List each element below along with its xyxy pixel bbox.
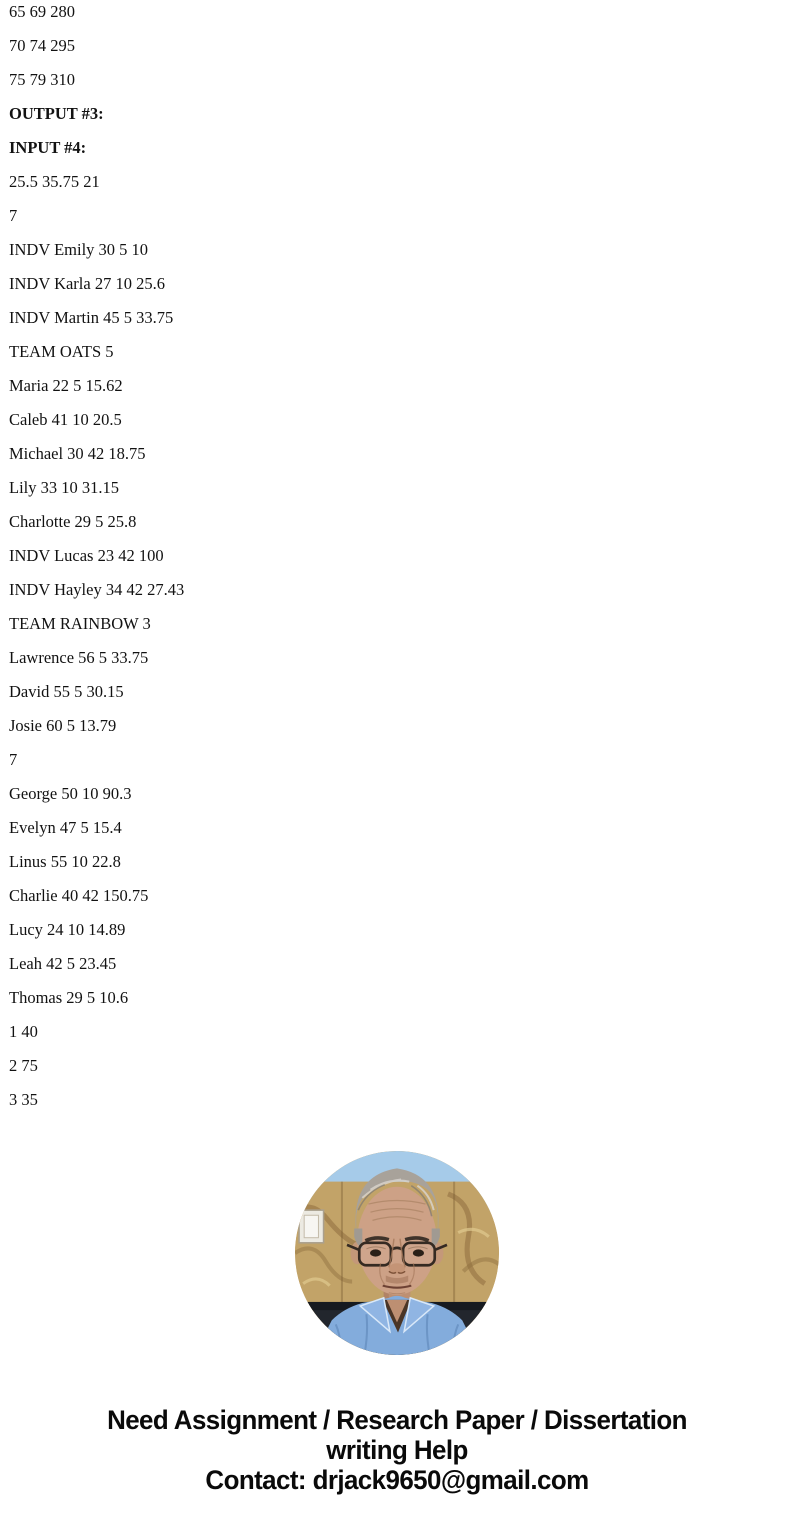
data-line: TEAM RAINBOW 3 [9,614,151,633]
data-line: Evelyn 47 5 15.4 [9,818,122,837]
data-line: 7 [9,750,18,769]
data-line: INDV Lucas 23 42 100 [9,546,164,565]
footer-contact-email: Contact: drjack9650@gmail.com [205,1465,589,1495]
data-line: INDV Hayley 34 42 27.43 [9,580,185,599]
data-line: Charlotte 29 5 25.8 [9,512,137,531]
data-line: Michael 30 42 18.75 [9,444,146,463]
data-line: Josie 60 5 13.79 [9,716,117,735]
data-line: 70 74 295 [9,36,75,55]
data-line: Linus 55 10 22.8 [9,852,121,871]
data-line: Lawrence 56 5 33.75 [9,648,149,667]
data-line: 2 75 [9,1056,38,1075]
data-line: Thomas 29 5 10.6 [9,988,129,1007]
data-line: George 50 10 90.3 [9,784,132,803]
data-line: David 55 5 30.15 [9,682,124,701]
section-heading-line: OUTPUT #3: [9,104,104,123]
data-line: Maria 22 5 15.62 [9,376,123,395]
data-line: INDV Emily 30 5 10 [9,240,149,259]
data-line: 7 [9,206,18,225]
footer-line-1: Need Assignment / Research Paper / Dissertation [107,1405,687,1435]
section-heading-line: INPUT #4: [9,138,87,157]
data-line: 75 79 310 [9,70,75,89]
data-line: TEAM OATS 5 [9,342,114,361]
data-line: Lucy 24 10 14.89 [9,920,126,939]
data-line: INDV Karla 27 10 25.6 [9,274,165,293]
data-line: Caleb 41 10 20.5 [9,410,122,429]
data-line: 1 40 [9,1022,38,1041]
data-line: Lily 33 10 31.15 [9,478,119,497]
tutor-photo-illustration [295,1151,499,1355]
data-line: 25.5 35.75 21 [9,172,100,191]
data-line: 65 69 280 [9,2,75,21]
footer-line-2: writing Help [326,1435,468,1465]
data-line: Leah 42 5 23.45 [9,954,117,973]
tutor-photo [295,1151,499,1355]
data-line: INDV Martin 45 5 33.75 [9,308,174,327]
data-line: 3 35 [9,1090,38,1109]
data-line: Charlie 40 42 150.75 [9,886,149,905]
footer-heading [16,1405,778,1495]
